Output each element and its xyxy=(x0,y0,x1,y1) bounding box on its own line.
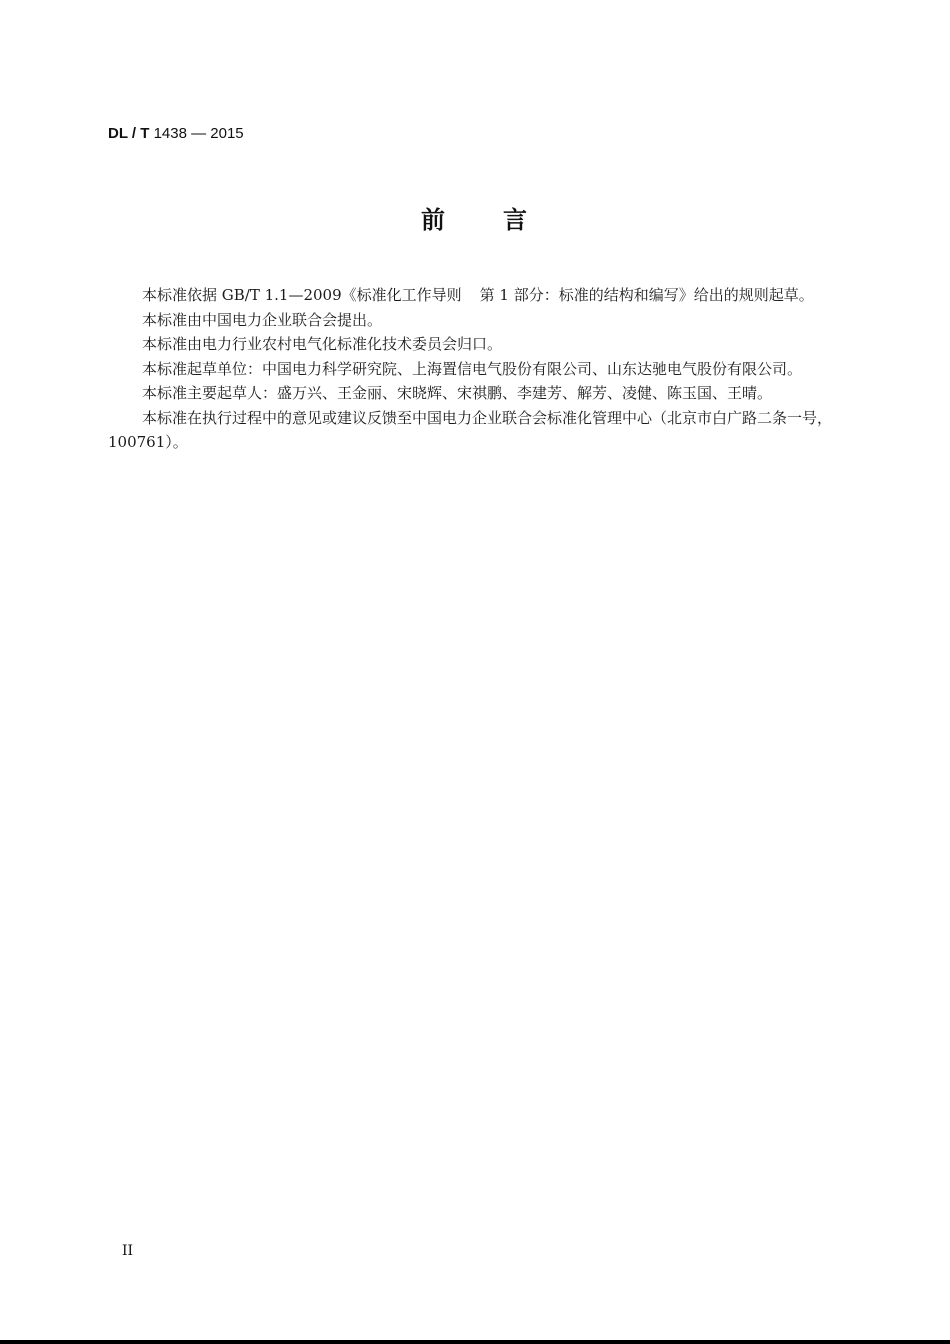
bottom-rule xyxy=(0,1340,950,1344)
paragraph-proposer: 本标准由中国电力企业联合会提出。 xyxy=(142,310,383,329)
page-title xyxy=(0,200,950,235)
paragraph-drafting-basis-b: 第 1 部分：标准的结构和编写》给出的规则起草。 xyxy=(479,286,814,304)
paragraph-drafting-basis-a: 本标准依据 GB/T 1.1—2009《标准化工作导则 xyxy=(142,286,462,304)
paragraph-drafting-basis xyxy=(108,283,860,308)
standard-code xyxy=(108,125,244,142)
paragraph-feedback: 本标准在执行过程中的意见或建议反馈至中国电力企业联合会标准化管理中心（北京市白广路二条一号，100761）。 xyxy=(108,408,833,451)
paragraph-drafting-units: 本标准起草单位：中国电力科学研究院、上海置信电气股份有限公司、山东达驰电气股份有限公司。 xyxy=(142,359,803,378)
foreword-body xyxy=(108,283,860,455)
page-number: II xyxy=(122,1243,134,1259)
standard-code-prefix: DL / T xyxy=(108,125,150,142)
standard-code-number: 1438 — 2015 xyxy=(153,125,244,142)
page-title-part2: 言 xyxy=(503,206,529,234)
paragraph-committee: 本标准由电力行业农村电气化标准化技术委员会归口。 xyxy=(142,335,503,353)
paragraph-drafters: 本标准主要起草人：盛万兴、王金丽、宋晓辉、宋祺鹏、李建芳、解芳、凌健、陈玉国、王晴。 xyxy=(142,384,773,402)
page-title-part1: 前 xyxy=(421,206,447,234)
